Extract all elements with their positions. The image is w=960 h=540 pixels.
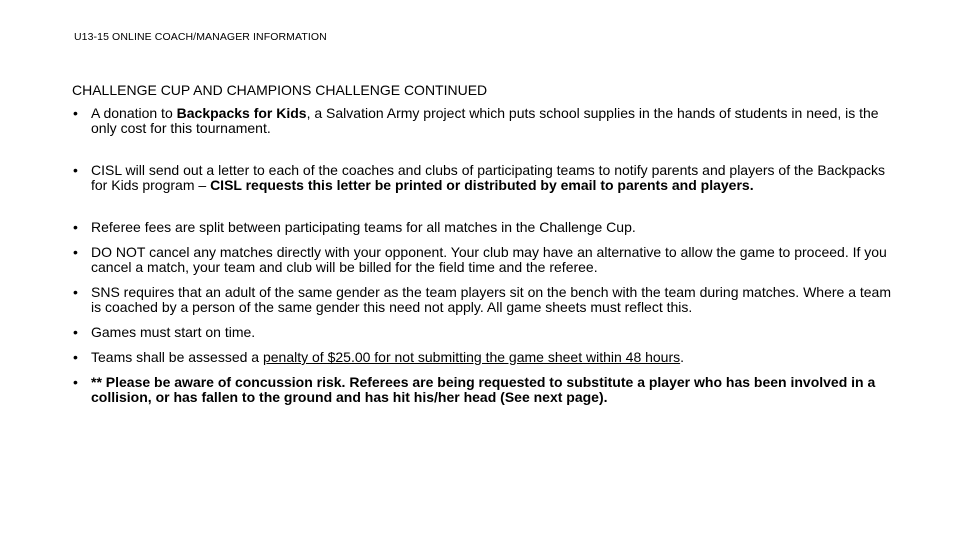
bullet-marker: • xyxy=(73,105,78,121)
bullet-text: SNS requires that an adult of the same gender as the team players sit on the bench with the team during matches. Where a team is coached by a person of the same gender this need not apply. All game sheets must reflect this. xyxy=(91,284,891,315)
bullet-emphasis: ** Please be aware of concussion risk. Referees are being requested to substitute a player who has been involved in a collision, or has fallen to the ground and has hit his/her head (See next page). xyxy=(91,374,876,405)
bullet-text: CISL will send out a letter to each of the coaches and clubs of participating teams to notify parents and players of the Backpacks for Kids program – xyxy=(91,162,886,193)
bullet-list xyxy=(72,106,892,405)
bullet-marker: • xyxy=(73,219,78,235)
bullet-marker: • xyxy=(73,244,78,260)
bullet-sns-gender xyxy=(72,285,892,315)
bullet-penalty xyxy=(72,350,892,365)
bullet-marker: • xyxy=(73,162,78,178)
bullet-marker: • xyxy=(73,349,78,365)
page-header: U13-15 ONLINE COACH/MANAGER INFORMATION xyxy=(74,31,327,43)
section-heading: CHALLENGE CUP AND CHAMPIONS CHALLENGE CONTINUED xyxy=(72,82,488,98)
bullet-donation xyxy=(72,106,892,136)
bullet-emphasis: CISL requests this letter be printed or distributed by email to parents and players. xyxy=(210,177,754,193)
bullet-marker: • xyxy=(73,284,78,300)
bullet-letter xyxy=(72,163,892,193)
bullet-marker: • xyxy=(73,324,78,340)
bullet-do-not-cancel xyxy=(72,245,892,275)
bullet-text: Teams shall be assessed a xyxy=(91,349,263,365)
bullet-emphasis: Backpacks for Kids xyxy=(176,105,307,121)
bullet-text: Games must start on time. xyxy=(91,324,256,340)
bullet-text: DO NOT cancel any matches directly with your opponent. Your club may have an alternative to allow the game to proceed. If you cancel a match, your team and club will be billed for the field time and the referee. xyxy=(91,244,887,275)
bullet-concussion xyxy=(72,375,892,405)
bullet-underlined: penalty of $25.00 for not submitting the game sheet within 48 hours xyxy=(262,349,681,365)
bullet-text: A donation to xyxy=(91,105,177,121)
bullet-text: Referee fees are split between participating teams for all matches in the Challenge Cup. xyxy=(91,219,636,235)
bullet-start-time xyxy=(72,325,892,340)
bullet-text: . xyxy=(680,349,685,365)
bullet-marker: • xyxy=(73,374,78,390)
bullet-text: , a Salvation Army project which puts school supplies in the hands of students in need, is the only cost for this tournament. xyxy=(91,105,879,136)
bullet-referee-fees xyxy=(72,220,892,235)
